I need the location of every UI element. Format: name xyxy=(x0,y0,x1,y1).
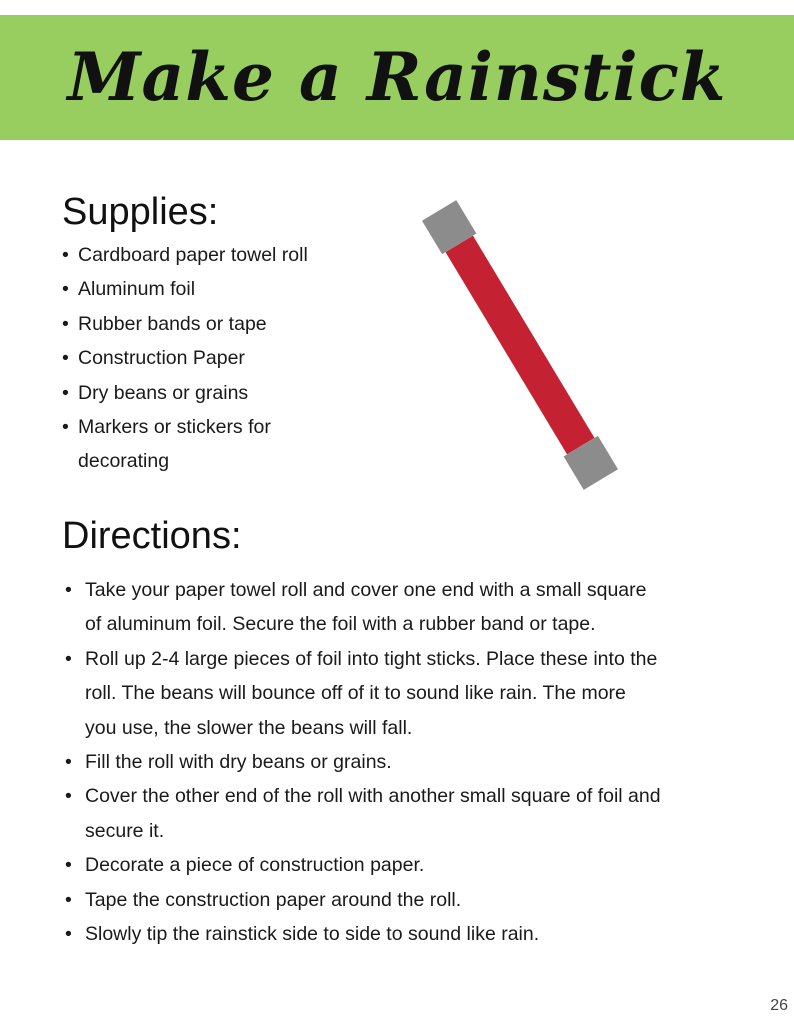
direction-item xyxy=(62,573,662,642)
supplies-list xyxy=(62,238,362,479)
supply-item-text: Construction Paper xyxy=(78,347,245,370)
bullet-icon: • xyxy=(65,923,72,946)
page-title: Make a Rainstick xyxy=(67,38,727,116)
bullet-icon: • xyxy=(62,278,69,301)
directions-heading: Directions: xyxy=(62,515,242,557)
bullet-icon: • xyxy=(62,244,69,266)
direction-item xyxy=(62,883,662,917)
supply-item-text: Dry beans or grains xyxy=(78,381,249,404)
direction-item xyxy=(62,779,662,848)
page-number: 26 xyxy=(770,997,788,1014)
bullet-icon: • xyxy=(65,751,72,774)
direction-item xyxy=(62,642,662,745)
direction-item-text: Take your paper towel roll and cover one end with a small square of aluminum foil. Secure the foil with a rubber band or tape. xyxy=(85,579,647,636)
bullet-icon: • xyxy=(62,347,69,370)
direction-item-text: Fill the roll with dry beans or grains. xyxy=(85,751,392,774)
supply-item xyxy=(62,410,308,479)
supply-item xyxy=(62,272,362,306)
supplies-heading: Supplies: xyxy=(62,191,219,233)
supply-item xyxy=(62,376,362,410)
bullet-icon: • xyxy=(65,647,72,670)
direction-item-text: Roll up 2-4 large pieces of foil into tight sticks. Place these into the roll. The beans will bounce off of it to sound like rain. The more you use, the slower the beans will fall. xyxy=(85,647,658,739)
direction-item xyxy=(62,848,662,882)
supply-item-text: Aluminum foil xyxy=(78,278,196,301)
direction-item-text: Decorate a piece of construction paper. xyxy=(85,854,425,877)
supply-item-text: Markers or stickers for decorating xyxy=(78,416,271,473)
direction-item xyxy=(62,745,662,779)
direction-item-text: Cover the other end of the roll with another small square of foil and secure it. xyxy=(85,785,661,842)
bullet-icon: • xyxy=(65,579,72,601)
bullet-icon: • xyxy=(62,416,69,439)
rainstick-illustration xyxy=(400,180,640,510)
bullet-icon: • xyxy=(62,381,69,404)
bullet-icon: • xyxy=(65,785,72,808)
directions-list xyxy=(62,573,662,951)
rainstick-tube xyxy=(446,236,595,455)
bullet-icon: • xyxy=(62,312,69,335)
bullet-icon: • xyxy=(65,888,72,911)
direction-item xyxy=(62,917,662,951)
supply-item-text: Cardboard paper towel roll xyxy=(78,244,308,266)
direction-item-text: Slowly tip the rainstick side to side to sound like rain. xyxy=(85,923,540,946)
title-banner xyxy=(0,15,794,140)
supply-item xyxy=(62,238,362,272)
direction-item-text: Tape the construction paper around the roll. xyxy=(85,888,462,911)
bullet-icon: • xyxy=(65,854,72,877)
supply-item xyxy=(62,341,362,375)
supply-item-text: Rubber bands or tape xyxy=(78,312,267,335)
supply-item xyxy=(62,307,362,341)
